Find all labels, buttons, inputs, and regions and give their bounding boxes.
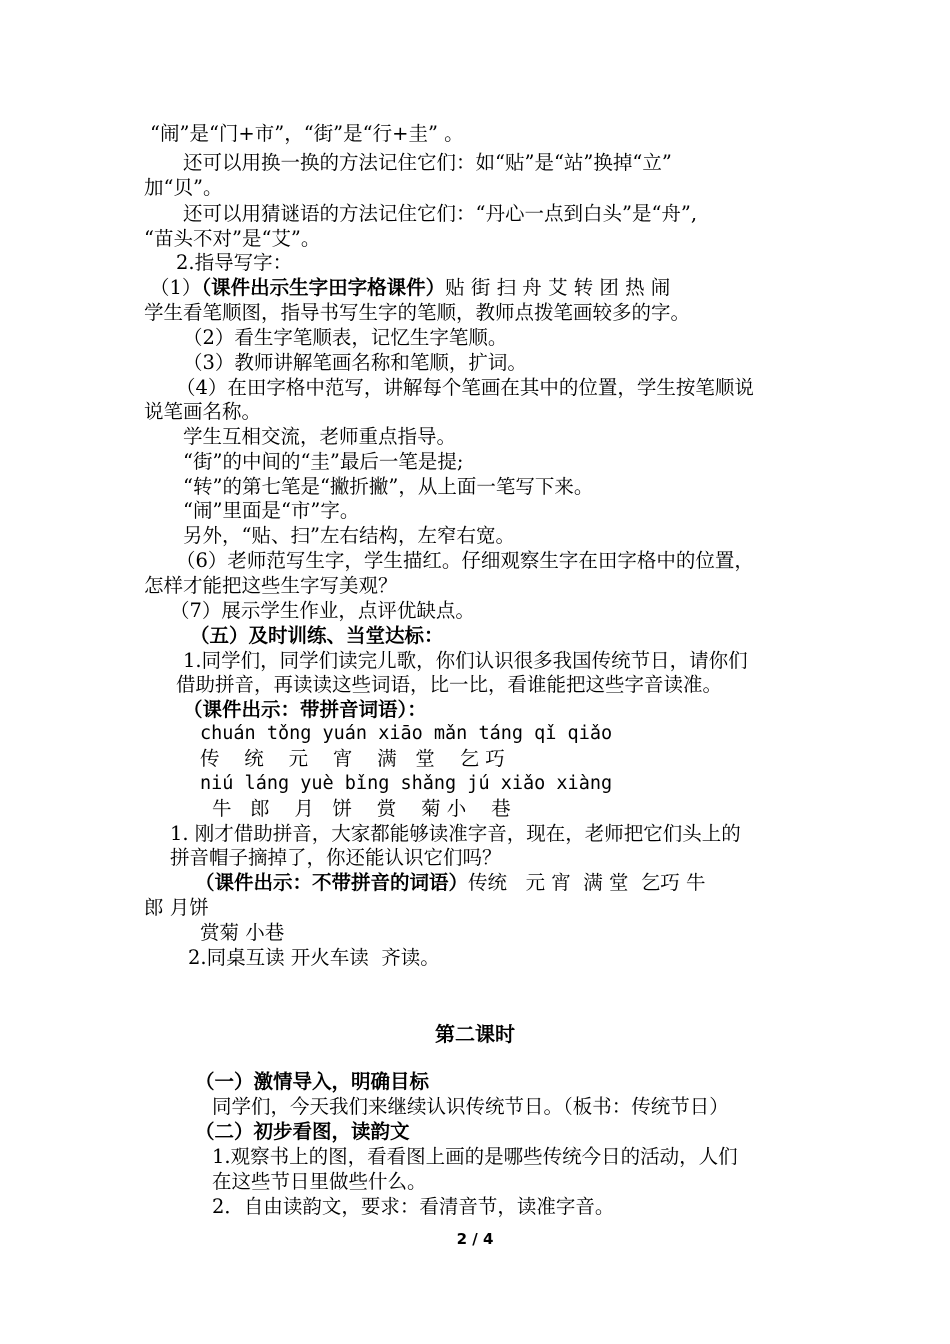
lesson-title: 第二课时 <box>435 1022 515 1046</box>
text-line: （2）看生字笔顺表，记忆生字笔顺。 <box>183 326 508 349</box>
text-line <box>150 276 670 300</box>
text-segment: 传统 元 宵 满 堂 乞巧 牛 <box>468 871 706 894</box>
text-segment: 贴 街 扫 舟 艾 转 团 热 闹 <box>445 276 671 299</box>
text-line: 学生看笔顺图，指导书写生字的笔顺，教师点拨笔画较多的字。 <box>144 301 691 324</box>
text-line: “转”的第七笔是“撇折撇”，从上面一笔写下来。 <box>183 475 594 498</box>
text-line: 在这些节日里做些什么。 <box>212 1170 427 1193</box>
text-segment: （1） <box>150 276 202 299</box>
bold-segment: （课件出示：不带拼音的词语） <box>195 871 469 894</box>
section-heading: （二）初步看图，读韵文 <box>195 1120 410 1143</box>
text-line: 同学们，今天我们来继续认识传统节日。（板书：传统节日） <box>212 1095 729 1118</box>
pinyin-line: chuán tǒng yuán xiāo mǎn táng qǐ qiǎo <box>200 723 613 744</box>
text-line: 学生互相交流，老师重点指导。 <box>183 425 457 448</box>
text-line: “闹”里面是“市”字。 <box>183 499 360 522</box>
text-line <box>195 871 706 895</box>
text-line: 2.同桌互读 开火车读 齐读。 <box>188 946 440 969</box>
hanzi-line: 牛 郎 月 饼 赏 菊 小 巷 <box>212 797 511 820</box>
text-line: 拼音帽子摘掉了，你还能认识它们吗？ <box>170 846 502 869</box>
text-line: 2.指导写字： <box>176 251 293 274</box>
page-number: 2 / 4 <box>456 1230 494 1248</box>
text-line: “街”的中间的“圭”最后一笔是提; <box>183 450 464 473</box>
text-line: 还可以用换一换的方法记住它们：如“贴”是“站”换掉“立” <box>183 151 672 174</box>
text-line: “苗头不对”是“艾”。 <box>144 227 321 250</box>
bold-segment: （课件出示生字田字格课件） <box>201 276 446 299</box>
text-line: 赏菊 小巷 <box>200 921 285 944</box>
text-line: 1. 刚才借助拼音，大家都能够读准字音，现在，老师把它们头上的 <box>170 822 741 845</box>
section-heading: （五）及时训练、当堂达标： <box>190 624 444 647</box>
text-line: 郎 月饼 <box>144 896 209 919</box>
text-line: “闹”是“门+市”，“街”是“行+圭” 。 <box>150 122 464 145</box>
text-line: （4）在田字格中范写，讲解每个笔画在其中的位置，学生按笔顺说 <box>176 376 754 399</box>
text-line: 另外，“贴、扫”左右结构，左窄右宽。 <box>183 524 515 547</box>
text-line: 怎样才能把这些生字写美观？ <box>144 574 398 597</box>
section-heading: （一）激情导入，明确目标 <box>195 1070 430 1093</box>
text-line: 说笔画名称。 <box>144 400 262 423</box>
bold-line: （课件出示：带拼音词语）： <box>183 698 427 721</box>
text-line: （3）教师讲解笔画名称和笔顺，扩词。 <box>183 351 527 374</box>
text-line: 还可以用猜谜语的方法记住它们：“丹心一点到白头”是“舟”, <box>183 202 698 225</box>
pinyin-line: niú láng yuè bǐng shǎng jú xiǎo xiàng <box>200 773 613 794</box>
text-line: （7）展示学生作业，点评优缺点。 <box>170 599 475 622</box>
text-line: 加“贝”。 <box>144 176 223 199</box>
text-line: 1.观察书上的图，看看图上画的是哪些传统今日的活动，人们 <box>212 1145 738 1168</box>
hanzi-line: 传 统 元 宵 满 堂 乞 巧 <box>200 747 505 770</box>
text-line: （6）老师范写生字，学生描红。仔细观察生字在田字格中的位置， <box>176 549 754 572</box>
text-line: 2．自由读韵文，要求：看清音节，读准字音。 <box>212 1195 615 1218</box>
text-line: 借助拼音，再读读这些词语，比一比，看谁能把这些字音读准。 <box>176 673 723 696</box>
text-line: 1.同学们，同学们读完儿歌，你们认识很多我国传统节日，请你们 <box>183 649 748 672</box>
